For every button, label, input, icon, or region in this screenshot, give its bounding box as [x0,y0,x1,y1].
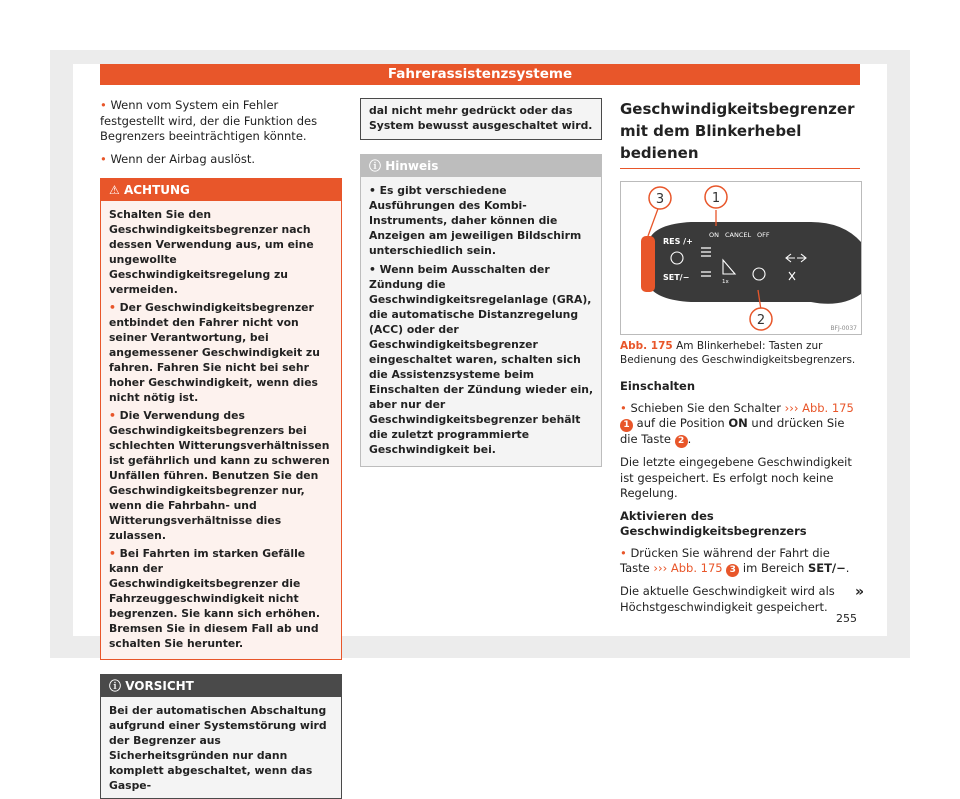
bullet-icon: • [109,547,120,560]
bullet-item: • Wenn der Airbag auslöst. [100,151,256,166]
einschalten-paragraph: Die letzte eingegebene Geschwindigkeit ist gespeichert. Es erfolgt noch keine Regelung. [620,455,852,500]
aktivieren-heading: Aktivieren des Geschwindigkeitsbegrenzers [620,508,807,538]
warning-header: ⚠ ACHTUNG [101,179,341,201]
caution-body: Bei der automatischen Abschaltung aufgrund einer Systemstörung wird der Begrenzer aus Sicherheitsgründen nur dann komplett abgeschaltet, wenn das Gaspe- [109,704,327,792]
warning-box [100,178,342,660]
bullet-icon: • [100,98,111,112]
callout-ref-1: 1 [620,419,633,432]
column-2 [360,98,602,467]
position-symbol: ON [728,416,748,430]
once-label: 1x [722,279,729,285]
bullet-icon: • [369,184,380,197]
bullet-icon: • [100,151,111,166]
callout-ref-3: 3 [726,564,739,577]
bullet-icon: • [109,301,120,314]
on-label: ON [709,231,719,239]
caution-box [100,674,342,799]
bullet-icon: • [369,263,380,276]
note-item: • Es gibt verschiedene Ausführungen des Kombi-Instruments, daher können die Anzeigen am jeweiligen Bildschirm unterschiedlich sein. [369,184,582,257]
einschalten-heading: Einschalten [620,379,696,393]
einschalten-step: • Schieben Sie den Schalter ››› Abb. 175 1 auf die Position ON und drücken Sie die Taste 2 . [620,400,854,446]
warning-item: • Die Verwendung des Geschwindigkeitsbegrenzers bei schlechten Witterungsverhältnissen ist gefährlich und kann zu schweren Unfällen führen. Benutzen Sie den Geschwindigkeitsbegrenzer nur, wenn die Fahrbahn- und Witterungsverhältnisse dies zulassen. [109,409,330,542]
continue-marker: » [855,584,865,600]
note-header: ⓘ Hinweis [361,155,601,177]
chapter-header: Fahrerassistenzsysteme [100,64,860,85]
figure-reference-link[interactable]: ››› Abb. 175 [653,561,723,575]
bullet-item: • Wenn vom System ein Fehler festgestellt wird, der die Funktion des Begrenzers beeinträchtigen könnte. [100,98,318,143]
aktivieren-step: • Drücken Sie während der Fahrt die Taste ››› Abb. 175 3 im Bereich SET/−. [620,545,850,575]
figure-code: BFJ-0037 [830,325,857,332]
off-label: OFF [757,231,770,239]
column-1 [100,98,342,799]
figure-reference-link[interactable]: ››› Abb. 175 [784,400,854,415]
callout-1: 1 [711,191,721,206]
bullet-icon: • [620,400,631,415]
warning-body [101,201,341,659]
res-label: RES /+ [663,237,693,246]
note-body [361,177,601,466]
callout-2: 2 [756,313,766,328]
warning-item: • Der Geschwindigkeitsbegrenzer entbindet den Fahrer nicht von seiner Verantwortung, bei angemessener Geschwindigkeit zu fahren. Fahren Sie nicht bei sehr hoher Geschwindigkeit, wenn dies nicht nötig ist. [109,301,320,404]
cancel-label: CANCEL [725,231,752,239]
caution-header: ⓘ VORSICHT [101,675,341,697]
note-box [360,154,602,467]
bullet-icon: • [620,545,631,560]
warning-triangle-icon: ⚠ [109,183,124,197]
figure-caption: Abb. 175 Am Blinkerhebel: Tasten zur Bedienung des Geschwindigkeitsbegrenzers. [620,340,856,366]
warning-item: • Bei Fahrten im starken Gefälle kann der Geschwindigkeitsbegrenzer die Fahrzeuggeschwindigkeit nicht begrenzen. Sie kann sich erhöhen. Bremsen Sie in diesem Fall ab und schalten Sie herunter. [109,547,320,650]
section-title: Geschwindigkeitsbegrenzer mit dem Blinkerhebel bedienen [620,98,860,169]
caution-box-continued: dal nicht mehr gedrückt oder das System bewusst ausgeschaltet wird. [360,98,602,140]
turn-signal-stalk-illustration [621,182,861,334]
caution-circle-icon: ⓘ [109,679,126,693]
callout-3: 3 [655,192,665,207]
callout-ref-2: 2 [675,435,688,448]
info-icon: ⓘ [369,159,386,173]
set-label: SET/− [663,273,690,282]
aktivieren-paragraph: Die aktuelle Geschwindigkeit wird als Höchstgeschwindigkeit gespeichert. [620,584,835,614]
page-number: 255 [836,612,857,625]
bullet-icon: • [109,409,120,422]
warning-intro: Schalten Sie den Geschwindigkeitsbegrenzer nach dessen Verwendung aus, um eine ungewollte Geschwindigkeitsregelung zu vermeiden. [109,208,314,296]
set-symbol: SET/− [807,561,846,575]
note-item: • Wenn beim Ausschalten der Zündung die Geschwindigkeitsregelanlage (GRA), die automatische Distanzregelung (ACC) oder der Geschwindigkeitsbegrenzer eingeschaltet waren, schalten sich die Assistenzsysteme beim Einschalten der Zündung wieder ein, aber nur der Geschwindigkeitsbegrenzer behält die zuletzt programmierte Geschwindigkeit bei. [369,263,594,456]
figure-stalk [620,181,862,335]
column-3 [620,98,860,622]
